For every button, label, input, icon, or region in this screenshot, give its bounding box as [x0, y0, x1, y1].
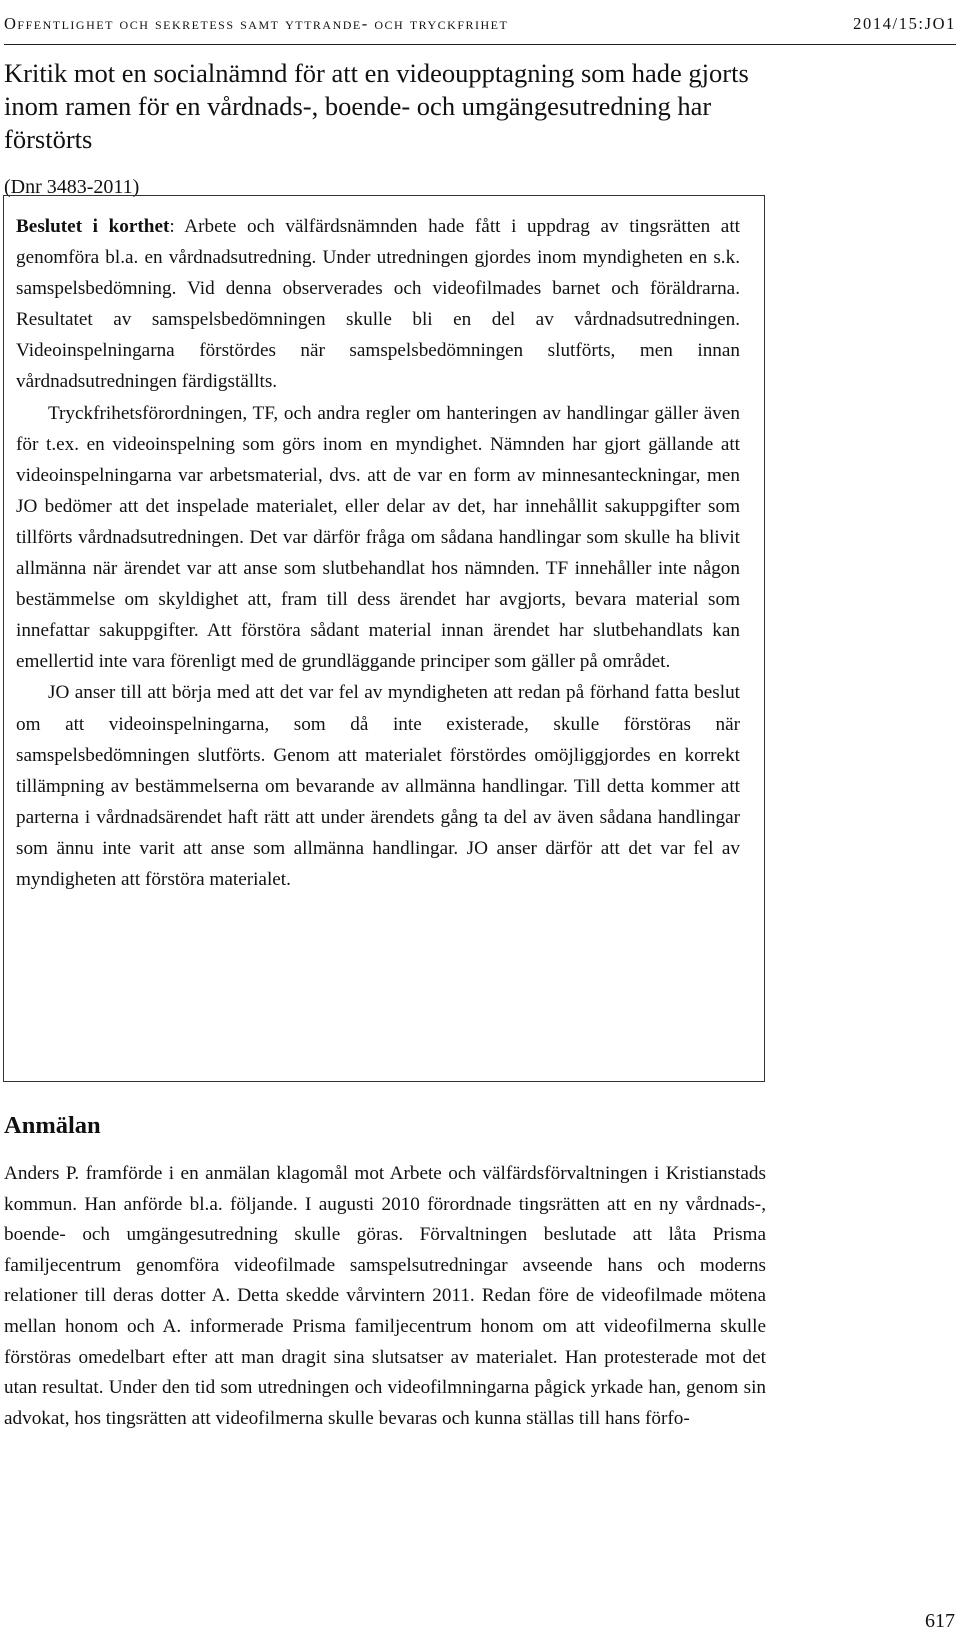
- running-header: [4, 4, 956, 45]
- page-number: 617: [925, 1610, 955, 1632]
- summary-paragraph: [16, 211, 740, 398]
- running-header-title: Offentlighet och sekretess samt yttrande- och tryckfrihet: [4, 14, 509, 33]
- case-title: Kritik mot en socialnämnd för att en videoupptagning som hade gjorts inom ramen för en vårdnads-, boende- och umgängesutredning har förstörts: [4, 58, 749, 154]
- decision-summary-box: [3, 195, 765, 1082]
- section-heading: Anmälan: [4, 1112, 101, 1139]
- summary-paragraph: Tryckfrihetsförordningen, TF, och andra regler om hanteringen av handlingar gäller även för t.ex. en videoinspelning som görs inom en myndighet. Nämnden har gjort gällande att videoinspelningarna var arbetsmaterial, dvs. att de var en form av minnesanteckningar, men JO bedömer att det inspelade materialet, eller delar av det, har innehållit sakuppgifter som tillförts vårdnadsutredningen. Det var därför fråga om sådana handlingar som skulle ha blivit allmänna när ärendet var att anse som slutbehandlat hos nämnden. TF innehåller inte någon bestämmelse om skyldighet att, fram till dess ärendet har avgjorts, bevara material som innefattar sakuppgifter. Att förstöra sådant material innan ärendet har slutbehandlats kan emellertid inte vara förenligt med de grundläggande principer som gäller på området.: [16, 402, 740, 673]
- summary-paragraph: JO anser till att börja med att det var fel av myndigheten att redan på förhand fatta beslut om att videoinspelningarna, som då inte existerade, skulle förstöras när samspelsbedömningen slutförts. Genom att materialet förstördes omöjliggjordes en korrekt tillämpning av bestämmelserna om bevarande av allmänna handlingar. Till detta kommer att parterna i vårdnadsärendet haft rätt att under ärendets gång ta del av även sådana handlingar som ännu inte varit att anse som allmänna handlingar. JO anser därför att det var fel av myndigheten att förstöra materialet.: [16, 682, 740, 890]
- body-paragraph: Anders P. framförde i en anmälan klagomål mot Arbete och välfärdsförvaltningen i Kristianstads kommun. Han anförde bl.a. följande. I augusti 2010 förordnade tingsrätten att en ny vårdnads-, boende- och umgängesutredning skulle göras. Förvaltningen beslutade att låta Prisma familjecentrum genomföra videofilmade samspelsutredningar avseende hans och moderns relationer till deras dotter A. Detta skedde vårvintern 2011. Redan före de videofilmade mötena mellan honom och A. informerade Prisma familjecentrum honom om att videofilmerna skulle förstöras omedelbart efter att man dragit sina slutsatser av materialet. Han protesterade mot det utan resultat. Under den tid som utredningen och videofilmningarna pågick yrkade han, genom sin advokat, hos tingsrätten att videofilmerna skulle bevaras och kunna ställas till hans förfo-: [4, 1163, 766, 1429]
- decision-summary-text: [16, 211, 740, 895]
- summary-paragraph-text: : Arbete och välfärdsnämnden hade fått i uppdrag av tingsrätten att genomföra bl.a. en vårdnadsutredning. Under utredningen gjordes inom myndigheten en s.k. samspelsbedömning. Vid denna observerades och videofilmades barnet och föräldrarna. Resultatet av samspelsbedömningen skulle bli en del av vårdnadsutredningen. Videoinspelningarna förstördes när samspelsbedömningen slutförts, men innan vårdnadsutredningen färdigställts.: [16, 216, 740, 393]
- document-reference: 2014/15:JO1: [853, 14, 956, 33]
- summary-lead-label: Beslutet i korthet: [16, 216, 170, 237]
- section-body: [4, 1159, 766, 1434]
- case-number: (Dnr 3483-2011): [4, 176, 140, 198]
